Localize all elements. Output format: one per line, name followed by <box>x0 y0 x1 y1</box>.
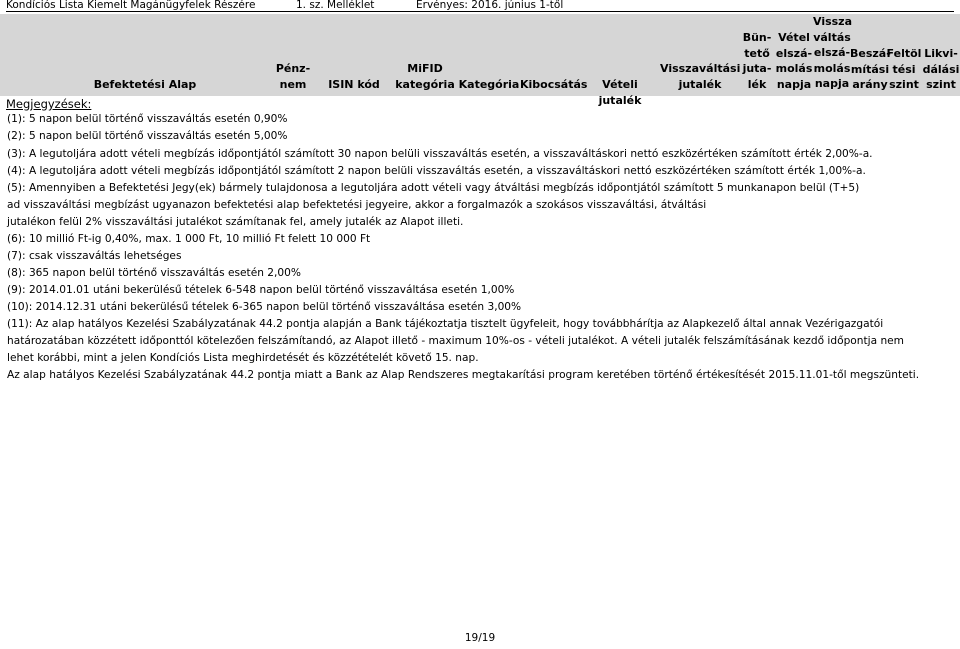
note-12: Az alap hatályos Kezelési Szabályzatának 44.2 pontja miatt a Bank az Alap Rendszeres megtakarítási program keretében történő értékesítését 2015.11.01-től megszünteti. <box>7 369 920 381</box>
col-header-contribution-ratio: Beszá- mítási arány <box>850 47 891 91</box>
col-header-fund: Befektetési Alap <box>93 78 197 91</box>
note-2: (2): 5 napon belül történő visszaváltás esetén 5,00% <box>7 130 288 142</box>
col-header-topup-level: Feltöl tési szint <box>886 47 922 91</box>
note-5: (5): Amennyiben a Befektetési Jegy(ek) bármely tulajdonosa a legutoljára adott vételi vagy átváltási megbízás időpontjától számított 5 munkanapon belül (T+5) <box>7 182 860 194</box>
note-3: (3): A legutoljára adott vételi megbízás időpontjától számított 30 napon belüli visszaváltás esetén, a visszaváltáskori nettó eszközértéken számított érték 2,00%-a. <box>7 148 873 160</box>
note-9: (9): 2014.01.01 utáni bekerülésű tételek 6-548 napon belül történő visszaváltása esetén 1,00% <box>7 284 515 296</box>
document-header-bar <box>6 0 954 12</box>
col-header-isin: ISIN kód <box>328 78 380 91</box>
col-header-buy-settlement: Vétel elszá- molás napja <box>775 31 813 91</box>
appendix-label: 1. sz. Melléklet <box>296 0 375 11</box>
note-5-cont-2: jutalékon felül 2% visszaváltási jutalékot számítanak fel, amely jutalék az Alapot illeti. <box>7 216 464 228</box>
note-1: (1): 5 napon belül történő visszaváltás esetén 0,90% <box>7 113 288 125</box>
document-title: Kondíciós Lista Kiemelt Magánügyfelek Részére <box>6 0 256 11</box>
note-11: (11): Az alap hatályos Kezelési Szabályzatának 44.2 pontja alapján a Bank tájékoztatja tisztelt ügyfeleit, hogy továbbhárítja az Alapkezelő által annak Vezérigazgatói <box>7 318 884 330</box>
col-header-currency: Pénz- nem <box>275 62 311 91</box>
page-number: 19/19 <box>464 632 496 644</box>
note-4: (4): A legutoljára adott vételi megbízás időpontjától számított 2 napon belüli visszaváltás esetén, a visszaváltáskori nettó eszközértéken számított érték 1,00%-a. <box>7 165 866 177</box>
col-header-issue: Kibocsátás <box>520 78 588 91</box>
validity-label: Érvényes: 2016. június 1-től <box>416 0 564 11</box>
note-11-cont-2: lehet korábbi, mint a jelen Kondíciós Lista meghirdetését és közzétételét követő 15. nap. <box>7 352 479 364</box>
notes-title: Megjegyzések: <box>6 97 92 111</box>
col-header-buy-fee: Vételi jutalék <box>598 78 642 107</box>
note-11-cont-1: határozatában közzétett időponttól kötelezően felszámítandó, az Alapot illető - maximum 10%-os - vételi jutalékot. A vételi jutalék felszámításának kezdő időpontja nem <box>7 335 904 347</box>
note-6: (6): 10 millió Ft-ig 0,40%, max. 1 000 Ft, 10 millió Ft felett 10 000 Ft <box>7 233 371 245</box>
note-7: (7): csak visszaváltás lehetséges <box>7 250 182 262</box>
col-header-redemption-settlement: Vissza váltás elszá- molás napja <box>813 15 853 90</box>
note-8: (8): 365 napon belül történő visszaváltás esetén 2,00% <box>7 267 301 279</box>
note-10: (10): 2014.12.31 utáni bekerülésű tételek 6-365 napon belül történő visszaváltása esetén 3,00% <box>7 301 522 313</box>
note-5-cont-1: ad visszaváltási megbízást ugyanazon befektetési alap befektetési jegyeire, akkor a forgalmazók a szokásos visszaváltási, átváltási <box>7 199 707 211</box>
col-header-mifid: MiFID kategória <box>395 62 455 91</box>
col-header-penalty-fee: Bün- tető juta- lék <box>742 31 772 91</box>
col-header-liquidation-level: Likvi- dálási szint <box>922 47 960 91</box>
col-header-redemption-fee: Visszaváltási jutalék <box>660 62 741 91</box>
col-header-category: Kategória <box>458 78 520 91</box>
